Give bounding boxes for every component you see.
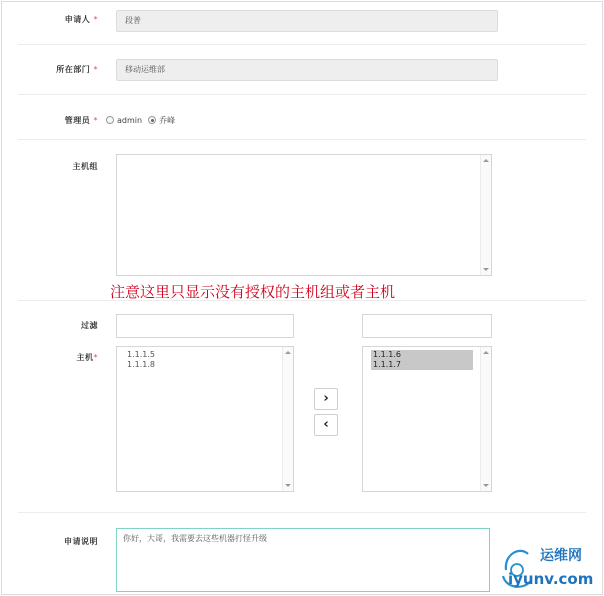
admin-radio-group	[106, 113, 181, 127]
selected-host-option[interactable]: 1.1.1.6	[371, 350, 473, 360]
scroll-down-icon[interactable]	[483, 484, 489, 487]
description-label: 申请说明	[64, 537, 98, 546]
move-right-button[interactable]: ›	[314, 388, 338, 410]
host-group-label: 主机组	[72, 162, 98, 171]
admin-label: 管理员 *	[64, 116, 98, 125]
applicant-value: 段普	[125, 16, 141, 25]
divider	[18, 139, 586, 140]
divider	[18, 512, 586, 513]
required-mark: *	[93, 15, 98, 24]
hosts-label: 主机*	[76, 353, 98, 362]
available-hosts-list[interactable]	[116, 346, 294, 492]
selected-hosts-scrollbar[interactable]	[480, 347, 491, 491]
scroll-up-icon[interactable]	[483, 159, 489, 162]
applicant-field[interactable]	[116, 10, 498, 32]
available-host-option[interactable]: 1.1.1.5	[127, 350, 155, 359]
available-host-option[interactable]: 1.1.1.8	[127, 360, 155, 369]
applicant-label: 申请人 *	[64, 15, 98, 24]
required-mark: *	[93, 116, 98, 125]
scroll-down-icon[interactable]	[483, 268, 489, 271]
required-mark: *	[93, 65, 98, 74]
filter-left-input[interactable]	[116, 314, 294, 338]
host-group-list[interactable]	[116, 154, 492, 276]
department-label: 所在部门 *	[56, 65, 98, 74]
watermark-logo	[500, 540, 600, 592]
filter-label: 过滤	[81, 321, 98, 330]
description-textarea[interactable]	[116, 528, 490, 592]
divider	[18, 94, 586, 95]
department-value: 移动运维部	[125, 65, 165, 74]
filter-right-input[interactable]	[362, 314, 492, 338]
watermark-domain: iyunv.com	[508, 570, 594, 588]
scroll-up-icon[interactable]	[483, 351, 489, 354]
scroll-down-icon[interactable]	[285, 484, 291, 487]
selected-host-option[interactable]: 1.1.1.7	[371, 360, 473, 370]
qiaofeng-radio[interactable]	[148, 116, 156, 124]
admin-radio-label[interactable]: admin	[117, 115, 143, 125]
divider	[18, 44, 586, 45]
department-field[interactable]	[116, 59, 498, 81]
qiaofeng-radio-label[interactable]: 乔峰	[159, 115, 176, 125]
move-left-button[interactable]: ‹	[314, 414, 338, 436]
description-value: 你好，大哥，我需要去这些机器打怪升级	[123, 534, 267, 543]
required-mark: *	[93, 353, 98, 362]
scroll-up-icon[interactable]	[285, 351, 291, 354]
admin-radio[interactable]	[106, 116, 114, 124]
watermark-title: 运维网	[540, 548, 582, 564]
notice-annotation: 注意这里只显示没有授权的主机组或者主机	[110, 283, 396, 301]
host-group-scrollbar[interactable]	[480, 155, 491, 275]
available-hosts-scrollbar[interactable]	[282, 347, 293, 491]
divider	[18, 300, 586, 301]
selected-hosts-list[interactable]	[362, 346, 492, 492]
